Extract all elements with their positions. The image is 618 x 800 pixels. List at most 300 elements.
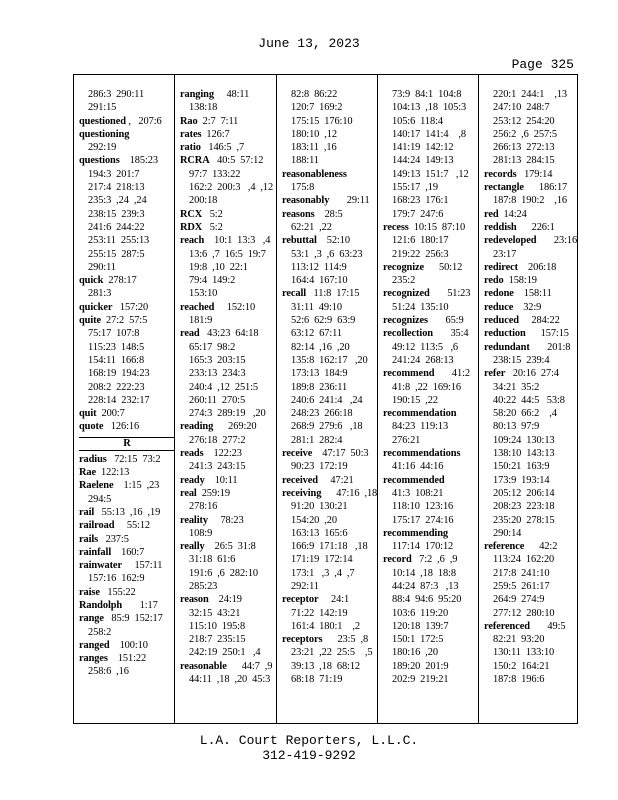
- page-references: 292:19: [88, 142, 117, 154]
- page-references: 43:23 64:18: [199, 328, 259, 340]
- index-entry: [180, 234, 273, 247]
- section-letter: R: [79, 437, 175, 451]
- index-entry: [383, 420, 470, 433]
- page-references: 226:1: [516, 221, 555, 233]
- index-entry: [79, 314, 175, 327]
- index-entry: [79, 546, 175, 559]
- page-references: 32:15 43:21: [189, 607, 241, 619]
- index-entry: [180, 646, 273, 659]
- index-entry: [282, 141, 377, 154]
- index-term: RCX: [180, 208, 203, 220]
- page-references: 126:16: [103, 421, 140, 433]
- page-references: 155:22: [99, 586, 136, 598]
- index-entry: [484, 341, 577, 354]
- index-entry: [180, 128, 273, 141]
- page-references: 109:24 130:13: [493, 434, 555, 446]
- index-entry: [383, 620, 470, 633]
- index-entry: [383, 500, 470, 513]
- index-entry: [79, 301, 175, 314]
- page-references: 200:7: [96, 408, 125, 420]
- page-references: 281:3: [88, 288, 112, 300]
- page-references: 264:9 274:9: [493, 594, 545, 606]
- index-entry: [79, 287, 175, 300]
- page-references: 120:7 169:2: [291, 102, 343, 114]
- index-term: redo: [484, 275, 504, 287]
- index-entry: [383, 593, 470, 606]
- index-entry: [180, 287, 273, 300]
- index-entry: [383, 154, 470, 167]
- index-term: refer: [484, 368, 506, 380]
- index-term: recommended: [383, 474, 445, 486]
- index-entry: [180, 181, 273, 194]
- index-entry: [383, 88, 470, 101]
- index-entry: [383, 394, 470, 407]
- page-references: 80:13 97:9: [493, 421, 540, 433]
- index-entry: [484, 261, 577, 274]
- page-references: 183:11 ,16: [291, 142, 337, 154]
- index-term: ranging: [180, 89, 214, 100]
- index-entry: [383, 287, 470, 300]
- page-references: 175:15 176:10: [291, 115, 353, 127]
- page-references: 276:18 277:2: [189, 434, 246, 446]
- page-references: 1:17: [122, 599, 158, 611]
- page-references: 191:6 ,6 282:10: [189, 567, 259, 579]
- page-references: 240:6 241:4 ,24: [291, 394, 363, 406]
- index-entry: [79, 612, 175, 625]
- index-term: reddish: [484, 221, 517, 233]
- index-entry: [383, 607, 470, 620]
- page-references: 130:11 133:10: [493, 647, 555, 659]
- index-entry: [79, 479, 175, 492]
- index-entry: [282, 447, 377, 460]
- index-term: red: [484, 208, 499, 220]
- index-term: read: [180, 328, 200, 340]
- index-entry: [180, 527, 273, 540]
- index-entry: [79, 327, 175, 340]
- page-references: 292:11: [291, 580, 319, 592]
- page-references: 32:9: [513, 301, 542, 313]
- index-entry: [79, 599, 175, 612]
- page-references: 49:12 113:5 ,6: [392, 341, 459, 353]
- page-references: 185:23: [119, 155, 158, 167]
- page-references: 82:14 ,16 ,20: [291, 341, 350, 353]
- index-entry: [79, 652, 175, 665]
- page-references: 258:6 ,16: [88, 666, 129, 678]
- page-references: 44:11 ,18 ,20 45:3: [189, 674, 271, 686]
- page-references: 247:10 248:7: [493, 102, 550, 114]
- page-references: 281:13 284:15: [493, 155, 555, 167]
- index-entry: [180, 580, 273, 593]
- page-references: 23:21 ,22 25:5 ,5: [291, 647, 373, 659]
- index-entry: [383, 128, 470, 141]
- index-term: referenced: [484, 620, 530, 632]
- index-entry: [180, 115, 273, 128]
- page-references: 71:22 142:19: [291, 607, 348, 619]
- index-entry: [79, 261, 175, 274]
- page-references: 179:14: [516, 168, 553, 180]
- page-references: 173:9 193:14: [493, 474, 550, 486]
- index-term: RDX: [180, 221, 203, 233]
- index-entry: [79, 506, 175, 519]
- index-entry: [484, 527, 577, 540]
- page-references: 290:14: [493, 527, 522, 539]
- page-references: 41:3 108:21: [392, 487, 444, 499]
- index-entry: [180, 327, 273, 340]
- page-references: 23:16: [536, 235, 578, 247]
- page-references: 118:10 123:16: [392, 501, 454, 513]
- page-references: 187:8 190:2 ,16: [493, 195, 568, 207]
- index-entry: [282, 646, 377, 659]
- index-entry: [180, 248, 273, 261]
- index-entry: [79, 586, 175, 599]
- page-references: 233:13 234:3: [189, 368, 246, 380]
- index-entry: [484, 620, 577, 633]
- index-term: reduced: [484, 315, 519, 327]
- page-references: 122:13: [96, 467, 130, 479]
- page-references: 28:5: [314, 208, 343, 220]
- index-term: quote: [79, 421, 104, 433]
- page-references: 181:9: [189, 315, 213, 327]
- index-entry: [282, 168, 377, 181]
- index-term: ranges: [79, 653, 108, 665]
- page-references: 113:12 114:9: [291, 261, 347, 273]
- index-entry: [383, 221, 470, 234]
- page-references: 190:15 ,22: [392, 394, 438, 406]
- page-references: 120:18 139:7: [392, 620, 449, 632]
- index-entry: [180, 354, 273, 367]
- index-term: redone: [484, 288, 514, 300]
- index-entry: [180, 301, 273, 314]
- page-references: 55:13 ,16 ,19: [94, 506, 161, 518]
- page-references: 65:17 98:2: [189, 341, 236, 353]
- index-entry: [79, 128, 175, 141]
- index-term: ratio: [180, 142, 201, 154]
- page-references: 151:22: [107, 653, 147, 665]
- index-entry: [79, 407, 175, 420]
- page-references: 163:13 165:6: [291, 527, 348, 539]
- page-references: 258:2: [88, 626, 112, 638]
- index-entry: [383, 354, 470, 367]
- page-references: 97:7 133:22: [189, 168, 241, 180]
- index-term: reasonably: [282, 195, 330, 207]
- index-entry: [282, 234, 377, 247]
- page-references: 88:4 94:6 95:20: [392, 594, 462, 606]
- index-entry: [79, 181, 175, 194]
- page-references: 24:19: [208, 594, 242, 606]
- page-references: 40:5 57:12: [209, 155, 264, 167]
- page-references: 79:4 149:2: [189, 275, 236, 287]
- index-entry: [282, 101, 377, 114]
- page-references: 91:20 130:21: [291, 501, 348, 513]
- index-term: recommendations: [383, 448, 461, 460]
- page-references: 286:3 290:11: [88, 89, 145, 100]
- page-references: 255:15 287:5: [88, 248, 145, 260]
- index-entry: [383, 527, 470, 540]
- index-term: records: [484, 168, 517, 180]
- page-references: 217:8 241:10: [493, 567, 550, 579]
- page-references: 168:19 194:23: [88, 368, 150, 380]
- index-entry: [79, 466, 175, 479]
- page-references: 108:9: [189, 527, 213, 539]
- page-references: 2:7 7:11: [197, 115, 239, 127]
- index-entry: [180, 141, 273, 154]
- index-entry: [484, 646, 577, 659]
- index-term: Rao: [180, 115, 198, 127]
- page-references: 164:4 167:10: [291, 275, 348, 287]
- index-entry: [180, 101, 273, 114]
- page-references: 206:18: [518, 261, 557, 273]
- index-entry: [383, 646, 470, 659]
- page-references: 26:5 31:8: [204, 541, 256, 553]
- index-entry: [180, 633, 273, 646]
- index-term: rails: [79, 533, 99, 545]
- page-references: 220:1 244:1 ,13: [493, 89, 568, 100]
- index-term: radius: [79, 453, 107, 465]
- page-references: 278:17: [103, 275, 137, 287]
- index-entry: [484, 141, 577, 154]
- page-references: 189:8 236:11: [291, 381, 348, 393]
- page-references: 44:24 87:3 ,13: [392, 580, 459, 592]
- page-references: 7:2 ,6 ,9: [411, 554, 458, 566]
- index-entry: [79, 234, 175, 247]
- index-entry: [484, 287, 577, 300]
- index-entry: [180, 434, 273, 447]
- index-entry: [484, 460, 577, 473]
- index-entry: [484, 607, 577, 620]
- index-entry: [383, 115, 470, 128]
- page-references: 165:3 203:15: [189, 354, 246, 366]
- index-entry: [180, 341, 273, 354]
- index-entry: [180, 607, 273, 620]
- page-references: 100:10: [109, 639, 148, 651]
- page-references: 189:20 201:9: [392, 660, 449, 672]
- page-references: 253:11 255:13: [88, 235, 150, 247]
- index-entry: [484, 88, 577, 101]
- index-term: questions: [79, 155, 120, 167]
- index-term: recess: [383, 221, 409, 233]
- index-entry: [383, 673, 470, 686]
- column-divider: [478, 75, 479, 723]
- index-entry: [79, 533, 175, 546]
- index-entry: [484, 593, 577, 606]
- index-entry: [383, 540, 470, 553]
- index-term: reduction: [484, 328, 526, 340]
- page-references: 155:17 ,19: [392, 182, 438, 194]
- index-entry: [383, 327, 470, 340]
- index-entry: [282, 420, 377, 433]
- page-references: 202:9 219:21: [392, 674, 449, 686]
- index-term: receive: [282, 448, 313, 460]
- index-entry: [383, 580, 470, 593]
- index-entry: [383, 567, 470, 580]
- index-entry: [484, 580, 577, 593]
- index-entry: [484, 394, 577, 407]
- index-term: rainfall: [79, 546, 112, 558]
- page-references: 13:6 ,7 16:5 19:7: [189, 248, 266, 260]
- page-references: 51:23: [429, 288, 471, 300]
- index-term: recommendation: [383, 408, 457, 420]
- page-references: 150:2 164:21: [493, 660, 550, 672]
- index-entry: [383, 274, 470, 287]
- index-entry: [282, 673, 377, 686]
- page-references: 240:4 ,12 251:5: [189, 381, 259, 393]
- page-references: 47:17 50:3: [312, 448, 369, 460]
- index-entry: [180, 274, 273, 287]
- page-references: 121:6 180:17: [392, 235, 449, 247]
- index-entry: [383, 208, 470, 221]
- index-term: reach: [180, 235, 205, 247]
- index-entry: [180, 420, 273, 433]
- index-term: reached: [180, 301, 215, 313]
- page-references: 90:23 172:19: [291, 461, 348, 473]
- index-entry: [79, 341, 175, 354]
- index-entry: [484, 274, 577, 287]
- index-entry: [180, 540, 273, 553]
- page-references: 63:12 67:11: [291, 328, 342, 340]
- page-references: 235:20 278:15: [493, 514, 555, 526]
- page-references: 115:10 195:8: [189, 620, 246, 632]
- page-references: 175:8: [291, 182, 315, 194]
- index-entry: [484, 168, 577, 181]
- index-term: reasons: [282, 208, 315, 220]
- index-entry: [484, 154, 577, 167]
- index-term: rectangle: [484, 182, 524, 194]
- page-references: 241:3 243:15: [189, 461, 246, 473]
- index-term: rainwater: [79, 560, 122, 572]
- index-entry: [180, 514, 273, 527]
- page-references: 122:23: [203, 448, 242, 460]
- footer-phone: 312-419-9292: [262, 748, 356, 763]
- index-term: redeveloped: [484, 235, 537, 247]
- page-references: 218:7 235:15: [189, 634, 246, 646]
- index-entry: [383, 487, 470, 500]
- index-entry: [79, 367, 175, 380]
- page-references: 217:4 218:13: [88, 182, 145, 194]
- index-entry: [383, 301, 470, 314]
- index-entry: [484, 553, 577, 566]
- page-references: 68:18 71:19: [291, 674, 343, 686]
- index-entry: [282, 527, 377, 540]
- index-term: rebuttal: [282, 235, 317, 247]
- index-entry: [383, 660, 470, 673]
- page-references: 150:1 172:5: [392, 634, 444, 646]
- page-references: 277:12 280:10: [493, 607, 555, 619]
- page-references: 260:11 270:5: [189, 394, 246, 406]
- page-references: 144:24 149:13: [392, 155, 454, 167]
- page-references: 294:5: [88, 493, 112, 505]
- page-references: 47:21: [317, 474, 354, 486]
- index-entry: [282, 607, 377, 620]
- page-references: 65:9: [427, 315, 464, 327]
- index-term: reason: [180, 594, 209, 606]
- page-references: 201:8: [529, 341, 571, 353]
- page-references: 62:21 ,22: [291, 221, 332, 233]
- index-entry: [484, 514, 577, 527]
- index-term: ranged: [79, 639, 110, 651]
- index-entry: [180, 447, 273, 460]
- index-entry: [484, 314, 577, 327]
- page-references: 82:21 93:20: [493, 634, 545, 646]
- index-entry: [484, 208, 577, 221]
- page-references: 41:2: [434, 368, 470, 380]
- index-term: recognizes: [383, 315, 428, 327]
- index-entry: [484, 367, 577, 380]
- page-references: 44:7 ,9: [226, 660, 273, 672]
- index-entry: [383, 141, 470, 154]
- page-references: 85:9 152:17: [103, 613, 163, 625]
- index-entry: [282, 474, 377, 487]
- index-entry: [282, 194, 377, 207]
- index-term: quit: [79, 408, 97, 420]
- index-term: reading: [180, 421, 214, 433]
- page-references: 253:12 254:20: [493, 115, 555, 127]
- page-references: 150:21 163:9: [493, 461, 550, 473]
- index-column-4: [383, 88, 470, 686]
- index-entry: [282, 553, 377, 566]
- index-entry: [383, 474, 470, 487]
- index-entry: [282, 580, 377, 593]
- index-term: raise: [79, 586, 100, 598]
- page-references: 173:1 ,3 ,4 ,7: [291, 567, 355, 579]
- index-entry: [383, 181, 470, 194]
- index-entry: [383, 633, 470, 646]
- index-entry: [484, 487, 577, 500]
- page-references: 135:8 162:17 ,20: [291, 354, 368, 366]
- page-references: 115:23 148:5: [88, 341, 145, 353]
- page-references: 186:17: [523, 182, 568, 194]
- index-entry: [180, 407, 273, 420]
- page-references: 75:17 107:8: [88, 328, 140, 340]
- index-entry: [282, 434, 377, 447]
- page-references: 269:20: [213, 421, 257, 433]
- index-term: recommend: [383, 368, 435, 380]
- index-entry: [79, 639, 175, 652]
- page-references: 1:15 ,23: [113, 480, 160, 492]
- index-entry: [383, 367, 470, 380]
- page-references: 238:15 239:3: [88, 208, 145, 220]
- index-entry: [484, 633, 577, 646]
- index-entry: [484, 128, 577, 141]
- index-entry: [79, 559, 175, 572]
- index-term: reference: [484, 541, 525, 553]
- page-references: 149:13 151:7 ,12: [392, 168, 469, 180]
- index-entry: [282, 154, 377, 167]
- index-entry: [484, 181, 577, 194]
- page-references: 228:14 232:17: [88, 394, 150, 406]
- page-references: 274:3 289:19 ,20: [189, 408, 266, 420]
- index-entry: [282, 367, 377, 380]
- index-term: ready: [180, 474, 205, 486]
- page-references: 138:10 143:13: [493, 448, 555, 460]
- page-references: 10:1 13:3 ,4: [204, 235, 271, 247]
- index-entry: [484, 434, 577, 447]
- page-references: 73:9 84:1 104:8: [392, 89, 462, 100]
- index-column-2: [180, 88, 273, 686]
- index-entry: [282, 514, 377, 527]
- page-references: 235:3 ,24 ,24: [88, 195, 147, 207]
- page-references: 24:1: [318, 594, 350, 606]
- page-references: 194:3 201:7: [88, 168, 140, 180]
- index-entry: [484, 381, 577, 394]
- index-entry: [484, 101, 577, 114]
- page-references: 14:24: [498, 208, 527, 220]
- index-term: redundant: [484, 341, 530, 353]
- index-entry: [79, 141, 175, 154]
- index-entry: [79, 88, 175, 101]
- index-entry: [282, 354, 377, 367]
- index-entry: [180, 567, 273, 580]
- page-references: 78:23: [207, 514, 244, 526]
